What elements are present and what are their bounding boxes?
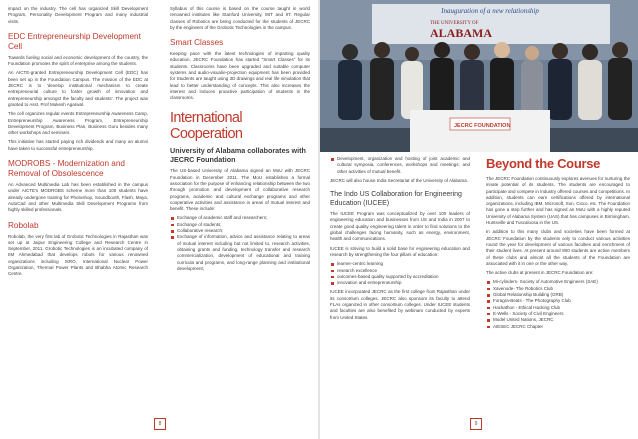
paragraph-beyond-2: In addition to this many clubs and societies have been formed at JECRC Foundation by the students only to conduct various activities round the year for development of various faculties and enrichment of their student lives. At present around 800 students are active members of these clubs and almost all the students of the Foundation are associated with it in one or the other way. — [486, 229, 630, 266]
list-item: E-Wells - Society of Civil Engineers — [486, 311, 630, 317]
list-item: Global Relationship Building (GRB) — [486, 292, 630, 298]
paragraph-edc-3: The cell organizes regular events Entrepreneurship Awareness Camp, Entrepreneurship Awareness Program, Entrepreneurship Development Program, Business Plan, Business Guru besides many other workshops and seminars. — [8, 111, 148, 136]
page-number-left: 8 — [154, 418, 166, 430]
iucee-pillars-list — [330, 261, 470, 286]
alabama-bullet-list-continued — [330, 156, 470, 175]
heading-international-cooperation: International Cooperation — [170, 109, 243, 142]
list-item: learner-centric learning — [330, 261, 470, 267]
clubs-list — [486, 279, 630, 329]
heading-modrobs: MODROBS - Modernization and Removal of Obsolescence — [8, 159, 125, 179]
paragraph-syllabus: Syllabus of this course is based on the course taught in world renowned institutes like Stanford University, MIT and IIT. Regular classes of Robotics are being conducted for the students of JECRC by the engineers of the Grobotic Technologies in the campus. — [170, 6, 310, 30]
left-page-column-2 — [170, 6, 310, 275]
alabama-bullet-list — [170, 215, 310, 272]
paragraph-edc-2: An AICTE-granted Entrepreneurship Development Cell (EDC) has been set up in the Foundation Campus. The mission of the EDC at JECRC is to 'develop institutional mechanism to create entrepreneurial culture to foster growth of innovation and entrepreneurship amongst the faculty and students'. The project was granted to Asst. Prof Mukesh Agarwal. — [8, 70, 148, 107]
left-page — [0, 0, 318, 439]
paragraph-beyond-1: The JECRC Foundation continuously explores avenues for nurturing the innate potential of its students. The students are encouraged to participate and compete in Industry offered courses and competitions. In addition, students can earn certifications offered by international organizations, including IBM, Microsoft, Sun, Cisco, etc. The Foundation has gone a step further and has signed an MoU with a highly reputed University of Alabama System (UAS) that has campuses in Birmingham, Huntsville and Tuscaloosa in the US. — [486, 176, 630, 226]
paragraph-secretariat: JECRC will also house India Secretariat of the University of Alabama. — [330, 177, 469, 183]
list-item: innovation and entrepreneurship — [330, 280, 470, 286]
heading-alabama-collaboration: University of Alabama collaborates with JECRC Foundation — [170, 145, 306, 164]
right-page-column-1 — [330, 156, 470, 324]
paragraph-iucee-2: IUCEE is striving to build a solid base for engineering education and research by strengthening the four pillars of education: — [330, 245, 470, 257]
list-item: AIESEC JECRC Chapter — [486, 324, 630, 330]
mou-signing-photo — [320, 0, 638, 152]
heading-edc: EDC Entrepreneurship Development Cell — [8, 31, 141, 51]
list-item: Hackathon - Ethical Hacking Club — [486, 305, 630, 311]
paragraph-robolab: Robolab, the very first lab of Grobotic Technologies in Rajasthan was set up at Jaipur Engineering College and Research Centre in September, 2011. Grobotic Technologies is an incubated company of IIM Ahmedabad that develops robots for various renowned organizations including ISRO, International Nuclear Power Organization, Thermal Power Plants and Bhabha Atomic Research Centre. — [8, 233, 148, 277]
paragraph-smart-classes: Keeping pace with the latest technologies of imparting quality education, JECRC Foundation has started "Smart Classes" for its students. Classrooms have been upgraded and suitable computer systems and audio-visual/e-projection equipment has been provided for Students are taught using 3D drawings and real life simulation that lead to better understanding of concepts. This also increases the interest and induces proactive participation of students in the classrooms. — [170, 51, 310, 101]
list-item: Exchange of academic staff and researchers; — [170, 215, 310, 221]
paragraph-edc-1: Towards fueling social and economic development of the country, the Foundation promotes the spirit of enterprise among the students. — [8, 54, 148, 67]
right-page — [320, 0, 638, 439]
list-item: Collaborative research; — [170, 228, 310, 234]
paragraph-modrobs: An Advanced Multimedia Lab has been established in the campus under AICTE's MODROBS scheme more than 100 students have already undergone training for Photoshop, Soundbooth, Flash, Maya, AutoCad and other Multimedia Skill Development Programs from highly skilled professionals. — [8, 182, 148, 213]
podium — [410, 110, 550, 152]
left-page-column-1 — [8, 6, 148, 281]
banner-alabama-text: ALABAMA — [430, 26, 492, 40]
paragraph-edc-4: This initiative has started paying rich dividends and many an alumni have taken to successful entrepreneurship. — [8, 139, 148, 151]
list-item: Foragra-Beats - The Photography Club — [486, 298, 630, 304]
page-number-right: 9 — [470, 418, 482, 430]
list-item: Model United Nations, JECRC — [486, 317, 630, 323]
podium-text: JECRC FOUNDATION — [454, 123, 511, 129]
paragraph-alabama: The US-based University of Alabama signed an MoU with JECRC Foundation in December 2011. The MoU establishes a formal association for the purpose of enhancing relationship between the two through promotion and development of collaborative research programs, academic and cultural exchange programs and other cooperative activities and assistance in areas of mutual interest and benefit. These include: — [170, 168, 310, 212]
paragraph-iucee-1: The IUCEE Program was conceptualized by over 100 leaders of engineering education and businesses from US and India in 2007 to create good quality engineering talent in order to find solutions to the global challenges facing humanity, such as energy, environment, health and communications. — [330, 211, 470, 242]
banner-logo-text: THE UNIVERSITY OF — [430, 21, 479, 26]
list-item: outcomes-based quality supported by accreditation — [330, 274, 470, 280]
right-page-column-2 — [486, 156, 630, 333]
list-item: Exchange of students; — [170, 222, 310, 228]
heading-robolab: Robolab — [8, 220, 39, 230]
paragraph-iucee-3: IUCEE incorporated JECRC as the first college from Rajasthan under its consortium colleges. JECRC also sponsors its faculty to attend FLAs organized in other consortium colleges. Under IUCEE students and faculties are also benefited by webinars conducted by experts from United States. — [330, 289, 470, 320]
heading-smart-classes: Smart Classes — [170, 38, 224, 48]
list-item: Exchange of information, advice and assistance relating to areas of mutual interest including but not limited to, research activities, obtaining grants and funding, technology transfer and research commercialization, development of educational and training curricula and programs, and long-range planning and institutional development; — [170, 234, 310, 272]
banner-text: Inauguration of a new relationship — [441, 7, 539, 15]
heading-iucee: The Indo US Collaboration for Engineering Education (IUCEE) — [330, 191, 462, 208]
photo-illustration — [320, 0, 638, 152]
list-item: Xavenode- The Robotics Club — [486, 286, 630, 292]
list-item: research excellence — [330, 268, 470, 274]
paragraph-clubs-intro: The active clubs at present in JECRC Foundation are: — [486, 270, 594, 276]
list-item: Development, organization and hosting of joint academic and cultural symposia, conferences, workshops and meetings; and other activities of mutual benefit. — [330, 156, 470, 175]
heading-beyond-the-course: Beyond the Course — [486, 156, 601, 171]
paragraph-intro: impact on the industry. The cell has organized Skill Development Program, Personality Development Program and many industrial visits. — [8, 6, 148, 24]
list-item: Mi-cylinders- Society of Automotive Engineers (SAE) — [486, 279, 630, 285]
